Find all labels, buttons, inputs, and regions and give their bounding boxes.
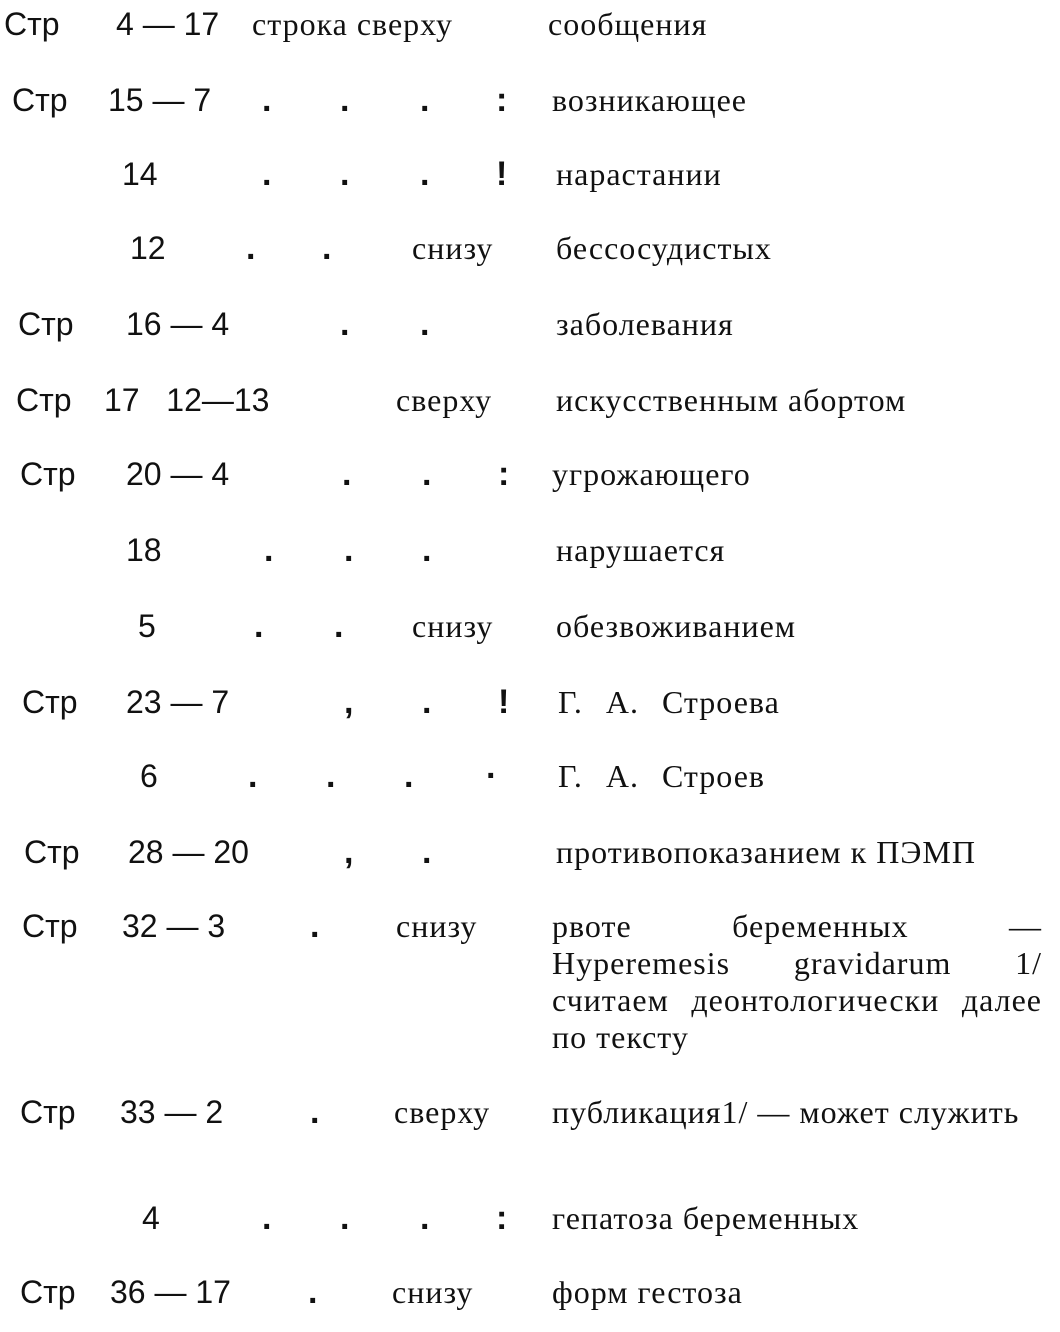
- ditto-mark: .: [340, 305, 350, 343]
- direction: сверху: [394, 1094, 491, 1130]
- ditto-mark: .: [420, 305, 430, 343]
- ditto-mark: .: [422, 833, 432, 871]
- page-label: Стр: [20, 1094, 76, 1130]
- page-label: Стр: [16, 382, 72, 418]
- correction-text: публикация1/ — может служить: [552, 1094, 1020, 1130]
- correction-text: обезвоживанием: [556, 608, 797, 644]
- direction: снизу: [392, 1274, 474, 1310]
- ditto-mark: .: [340, 1199, 350, 1237]
- ditto-mark: .: [422, 683, 432, 721]
- page-label: Стр: [22, 908, 78, 944]
- direction: строка сверху: [252, 6, 453, 42]
- line-ref: 20 — 4: [126, 456, 230, 492]
- correction-text: противопоказанием к ПЭМП: [556, 834, 976, 870]
- line-ref: 16 — 4: [126, 306, 230, 342]
- ditto-mark: ,: [344, 833, 354, 871]
- direction: снизу: [396, 908, 478, 944]
- correction-text: нарастании: [556, 156, 722, 192]
- ditto-mark: .: [340, 81, 350, 119]
- line-ref: 12: [130, 230, 166, 266]
- correction-text: возникающее: [552, 82, 747, 118]
- direction: снизу: [412, 608, 494, 644]
- ditto-mark: .: [344, 531, 354, 569]
- ditto-mark: .: [310, 1093, 320, 1131]
- ditto-mark: :: [496, 1199, 508, 1237]
- ditto-mark: .: [246, 229, 256, 267]
- ditto-mark: ·: [486, 757, 498, 795]
- page-label: Стр: [20, 456, 76, 492]
- line-ref: 5: [138, 608, 156, 644]
- line-ref: 28 — 20: [128, 834, 249, 870]
- line-ref: 6: [140, 758, 158, 794]
- ditto-mark: .: [404, 757, 414, 795]
- ditto-mark: .: [322, 229, 332, 267]
- ditto-mark: .: [342, 455, 352, 493]
- ditto-mark: .: [308, 1273, 318, 1311]
- correction-text: заболевания: [556, 306, 734, 342]
- direction: сверху: [396, 382, 493, 418]
- correction-text: нарушается: [556, 532, 726, 568]
- correction-text: искусственным абортом: [556, 382, 907, 418]
- ditto-mark: .: [420, 1199, 430, 1237]
- line-ref: 32 — 3: [122, 908, 226, 944]
- ditto-mark: .: [262, 1199, 272, 1237]
- ditto-mark: .: [340, 155, 350, 193]
- line-ref: 33 — 2: [120, 1094, 224, 1130]
- ditto-mark: .: [420, 81, 430, 119]
- ditto-mark: .: [310, 907, 320, 945]
- ditto-mark: ,: [344, 683, 354, 721]
- line-ref: 4: [142, 1200, 160, 1236]
- direction: снизу: [412, 230, 494, 266]
- ditto-mark: .: [420, 155, 430, 193]
- ditto-mark: .: [264, 531, 274, 569]
- ditto-mark: .: [254, 607, 264, 645]
- line-ref: 18: [126, 532, 162, 568]
- line-ref: 17 12—13: [104, 382, 270, 418]
- correction-text: форм гестоза: [552, 1274, 743, 1310]
- ditto-mark: !: [496, 155, 508, 193]
- correction-text: рвоте беременных — Hyperemesis gravidarum 1/ считаем деонтологически далее по тексту: [552, 908, 1042, 1055]
- correction-text: Г. А. Строев: [558, 758, 765, 794]
- page-label: Стр: [20, 1274, 76, 1310]
- page-label: Стр: [18, 306, 74, 342]
- ditto-mark: !: [498, 683, 510, 721]
- correction-text: гепатоза беременных: [552, 1200, 860, 1236]
- ditto-mark: .: [262, 155, 272, 193]
- ditto-mark: .: [422, 531, 432, 569]
- correction-text: Г. А. Строева: [558, 684, 780, 720]
- ditto-mark: .: [262, 81, 272, 119]
- page-label: Стр: [24, 834, 80, 870]
- line-ref: 23 — 7: [126, 684, 230, 720]
- page-label: Стр: [22, 684, 78, 720]
- line-ref: 36 — 17: [110, 1274, 231, 1310]
- ditto-mark: .: [326, 757, 336, 795]
- correction-text: сообщения: [548, 6, 708, 42]
- ditto-mark: :: [498, 455, 510, 493]
- page-label: Стр: [12, 82, 68, 118]
- page-label: Стр: [4, 6, 60, 42]
- ditto-mark: .: [422, 455, 432, 493]
- line-ref: 4 — 17: [116, 6, 220, 42]
- correction-text: бессосудистых: [556, 230, 772, 266]
- ditto-mark: .: [248, 757, 258, 795]
- line-ref: 14: [122, 156, 158, 192]
- line-ref: 15 — 7: [108, 82, 212, 118]
- ditto-mark: :: [496, 81, 508, 119]
- ditto-mark: .: [334, 607, 344, 645]
- correction-text: угрожающего: [552, 456, 751, 492]
